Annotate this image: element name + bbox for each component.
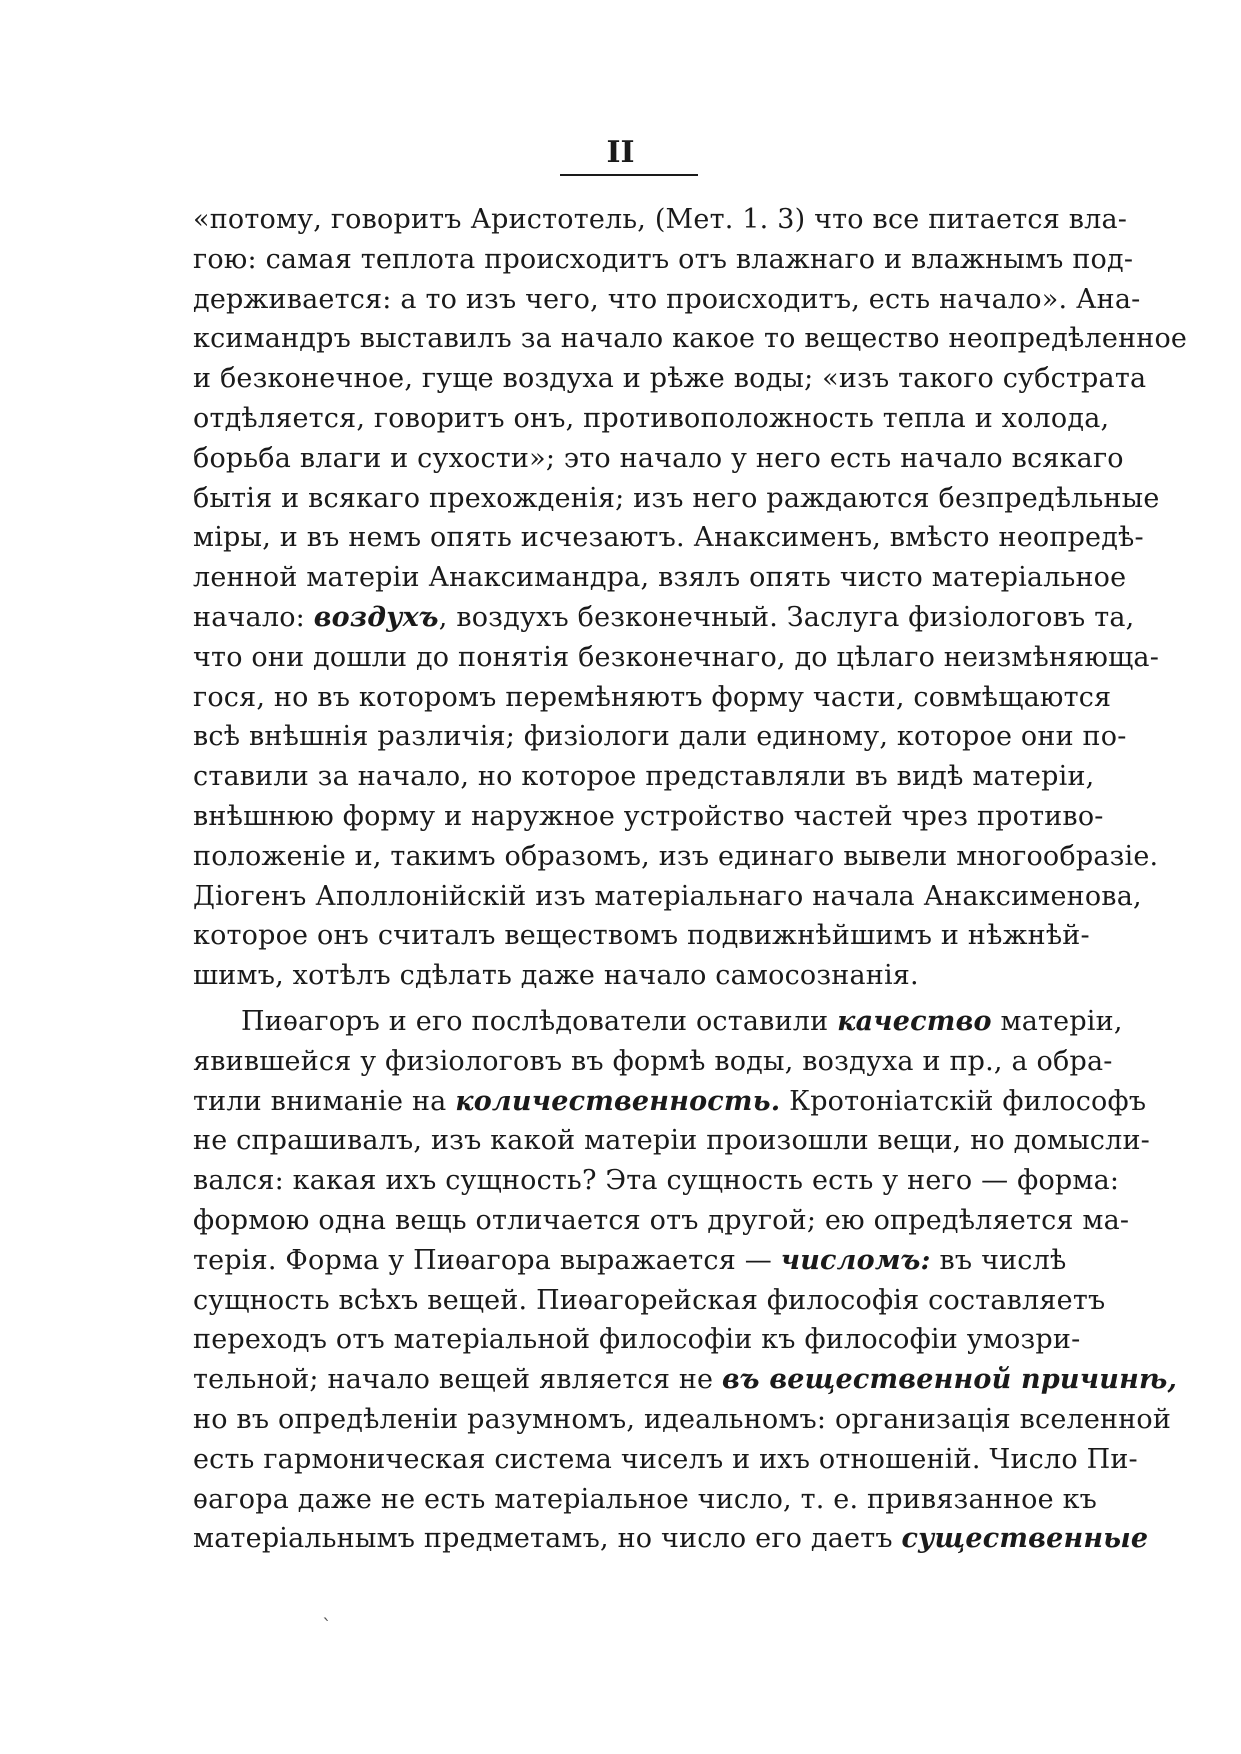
text-line: всѣ внѣшнія различія; физіологи дали единому, которое они по- [193,721,1127,753]
emphasis-term: количественность. [455,1085,781,1117]
text-line: ксимандръ выставилъ за начало какое то вещество неопредѣленное [193,323,1188,355]
page-number: II [606,135,635,170]
text-line [193,1082,1147,1122]
stray-mark: ` [322,1614,332,1638]
text-run: начало: [193,601,314,633]
text-line: ленной матеріи Анаксимандра, взялъ опять чисто матеріальное [193,562,1127,594]
text-run: тельной; начало вещей является не [193,1364,722,1396]
text-run: въ числѣ [930,1244,1067,1276]
text-run: терія. Форма у Пиѳагора выражается — [193,1244,781,1276]
text-line: міры, и въ немъ опять исчезаютъ. Анаксименъ, вмѣсто неопредѣ- [193,522,1144,554]
text-line: есть гармоническая система чиселъ и ихъ отношеній. Число Пи- [193,1443,1138,1475]
text-line: что они дошли до понятія безконечнаго, до цѣлаго неизмѣняюща- [193,641,1160,673]
text-run: матеріальнымъ предметамъ, но число его даетъ [193,1523,902,1555]
emphasis-term: качество [837,1005,992,1037]
text-run: тили вниманіе на [193,1085,456,1117]
text-line: которое онъ считалъ веществомъ подвижнѣйшимъ и нѣжнѣй- [193,920,1090,952]
text-line: шимъ, хотѣлъ сдѣлать даже начало самосознанія. [193,960,919,992]
emphasis-term: въ вещественной причинѣ, [722,1364,1178,1396]
text-line: держивается: а то изъ чего, что происходитъ, есть начало». Ана- [193,283,1141,315]
text-line [193,1241,1067,1281]
header-rule [560,174,698,176]
text-line [193,598,1135,638]
text-line: бытія и всякаго прехожденія; изъ него раждаются безпредѣльные [193,482,1160,514]
text-run: Пиѳагоръ и его послѣдователи оставили [241,1005,838,1037]
emphasis-term: существенные [901,1523,1149,1555]
text-line: внѣшнюю форму и наружное устройство частей чрез противо- [193,800,1104,832]
text-run: матеріи, [991,1005,1123,1037]
text-run: , воздухъ безконечный. Заслуга физіологовъ та, [438,601,1135,633]
text-line [193,1519,1149,1559]
text-line: не спрашивалъ, изъ какой матеріи произошли вещи, но домысли- [193,1125,1150,1157]
text-line: гося, но въ которомъ перемѣняютъ форму части, совмѣщаются [193,681,1112,713]
text-line: отдѣляется, говоритъ онъ, противоположность тепла и холода, [193,402,1110,434]
emphasis-term: числомъ: [780,1244,931,1276]
text-line [193,1360,1178,1400]
text-line: и безконечное, гуще воздуха и рѣже воды; «изъ такого субстрата [193,363,1147,395]
text-line: переходъ отъ матеріальной философіи къ философіи умозри- [193,1324,1081,1356]
text-line: явившейся у физіологовъ въ формѣ воды, воздуха и пр., а обра- [193,1045,1113,1077]
text-line: борьба влаги и сухости»; это начало у него есть начало всякаго [193,442,1124,474]
text-line: сущность всѣхъ вещей. Пиѳагорейская философія составляетъ [193,1284,1106,1316]
text-line: гою: самая теплота происходитъ отъ влажнаго и влажнымъ под- [193,243,1134,275]
text-line: ѳагора даже не есть матеріальное число, т. е. привязанное къ [193,1483,1098,1515]
text-line: Діогенъ Аполлонійскій изъ матеріальнаго начала Анаксименова, [193,880,1142,912]
text-line: вался: какая ихъ сущность? Эта сущность есть у него — форма: [193,1165,1120,1197]
body-text [193,200,1188,1559]
text-line [193,1002,1123,1042]
text-line: ставили за начало, но которое представляли въ видѣ матеріи, [193,761,1095,793]
text-line: положеніе и, такимъ образомъ, изъ единаго вывели многообразіе. [193,840,1159,872]
text-run: Кротоніатскій философъ [780,1085,1147,1117]
text-line: но въ опредѣленіи разумномъ, идеальномъ: организація вселенной [193,1403,1172,1435]
text-line: формою одна вещь отличается отъ другой; ею опредѣляется ма- [193,1204,1130,1236]
text-line: «потому, говоритъ Аристотель, (Мет. 1. 3) что все питается вла- [193,204,1128,235]
emphasis-term: воздухъ [313,601,439,633]
